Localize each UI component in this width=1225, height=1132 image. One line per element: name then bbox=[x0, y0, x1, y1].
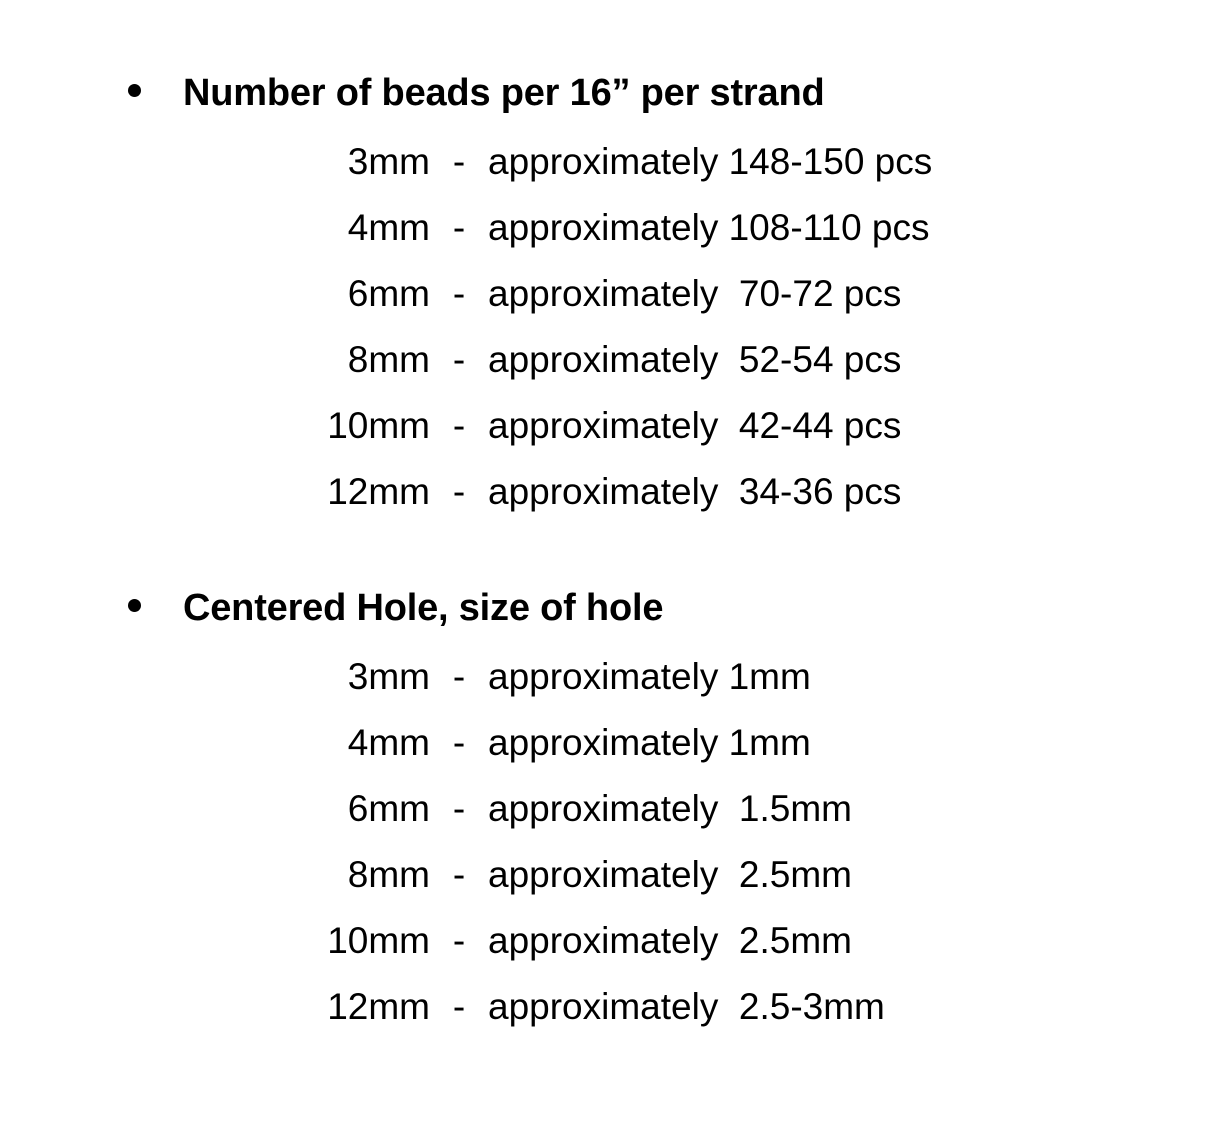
bead-size: 3mm bbox=[347, 141, 430, 182]
separator-dash: - bbox=[452, 339, 466, 380]
bead-size: 10mm bbox=[327, 405, 430, 446]
bead-size: 6mm bbox=[347, 273, 430, 314]
bead-count-list bbox=[232, 129, 1225, 525]
section-heading-text: Number of beads per 16” per strand bbox=[183, 72, 825, 114]
bead-size: 12mm bbox=[327, 986, 430, 1027]
bead-size: 6mm bbox=[347, 788, 430, 829]
bead-count-value: approximately 42-44 pcs bbox=[488, 405, 902, 446]
bead-size: 4mm bbox=[347, 207, 430, 248]
separator-dash: - bbox=[452, 405, 466, 446]
hole-size-value: approximately 1mm bbox=[488, 656, 811, 697]
list-item bbox=[232, 195, 1225, 261]
list-item bbox=[232, 908, 1225, 974]
separator-dash: - bbox=[452, 656, 466, 697]
list-item bbox=[232, 393, 1225, 459]
list-item bbox=[232, 129, 1225, 195]
list-item bbox=[232, 459, 1225, 525]
separator-dash: - bbox=[452, 141, 466, 182]
hole-size-value: approximately 2.5mm bbox=[488, 854, 852, 895]
bead-count-value: approximately 34-36 pcs bbox=[488, 471, 902, 512]
separator-dash: - bbox=[452, 273, 466, 314]
section-heading bbox=[128, 72, 1225, 115]
bead-size: 12mm bbox=[327, 471, 430, 512]
section-spacer bbox=[0, 525, 1225, 587]
bead-size: 8mm bbox=[347, 339, 430, 380]
separator-dash: - bbox=[452, 986, 466, 1027]
bead-count-value: approximately 148-150 pcs bbox=[488, 141, 933, 182]
bead-size: 3mm bbox=[347, 656, 430, 697]
list-item bbox=[232, 974, 1225, 1040]
separator-dash: - bbox=[452, 722, 466, 763]
separator-dash: - bbox=[452, 920, 466, 961]
section-heading bbox=[128, 587, 1225, 630]
hole-size-value: approximately 1mm bbox=[488, 722, 811, 763]
section-beads-per-strand bbox=[0, 72, 1225, 525]
list-item bbox=[232, 327, 1225, 393]
separator-dash: - bbox=[452, 471, 466, 512]
list-item bbox=[232, 644, 1225, 710]
section-centered-hole bbox=[0, 587, 1225, 1040]
bead-count-value: approximately 108-110 pcs bbox=[488, 207, 930, 248]
hole-size-value: approximately 1.5mm bbox=[488, 788, 852, 829]
separator-dash: - bbox=[452, 788, 466, 829]
bead-size: 4mm bbox=[347, 722, 430, 763]
list-item bbox=[232, 261, 1225, 327]
bead-count-value: approximately 70-72 pcs bbox=[488, 273, 902, 314]
separator-dash: - bbox=[452, 207, 466, 248]
list-item bbox=[232, 776, 1225, 842]
bead-size: 10mm bbox=[327, 920, 430, 961]
hole-size-value: approximately 2.5mm bbox=[488, 920, 852, 961]
list-item bbox=[232, 710, 1225, 776]
separator-dash: - bbox=[452, 854, 466, 895]
bullet-icon bbox=[128, 599, 141, 612]
section-heading-text: Centered Hole, size of hole bbox=[183, 587, 664, 629]
hole-size-value: approximately 2.5-3mm bbox=[488, 986, 885, 1027]
bullet-icon bbox=[128, 84, 141, 97]
bead-size: 8mm bbox=[347, 854, 430, 895]
list-item bbox=[232, 842, 1225, 908]
bead-count-value: approximately 52-54 pcs bbox=[488, 339, 902, 380]
hole-size-list bbox=[232, 644, 1225, 1040]
